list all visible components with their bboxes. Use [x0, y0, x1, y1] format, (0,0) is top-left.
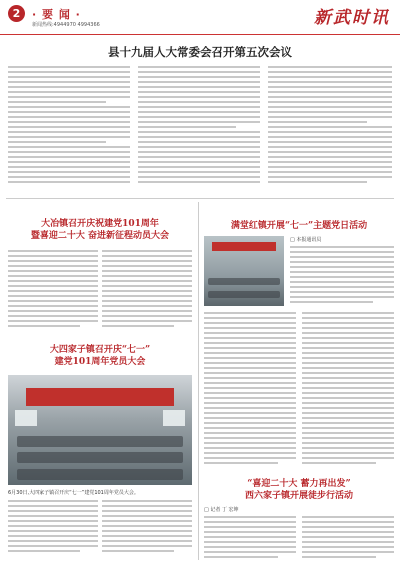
title-line: 西六家子镇开展徒步行活动 [244, 491, 353, 501]
photo-audience-row [17, 469, 183, 480]
photo-audience-row [208, 291, 280, 298]
left-mid-col1 [8, 250, 98, 332]
title-line: 暨喜迎二十大 奋进新征程动员大会 [30, 231, 170, 241]
top-article-col3 [268, 66, 392, 196]
divider [6, 198, 394, 199]
right-mid-col-side [290, 246, 394, 308]
left-mid-article-title [10, 218, 190, 242]
photo-audience-row [17, 452, 183, 463]
photo-window [15, 410, 37, 425]
photo-banner [212, 242, 276, 252]
column-divider [198, 202, 199, 560]
meeting-photo-right [204, 236, 284, 306]
left-low-article-title [10, 344, 190, 368]
title-line: 大冶镇召开庆祝建党101周年 [41, 219, 159, 229]
right-low-col1 [204, 516, 296, 562]
masthead-logo: 新武时讯 [314, 8, 390, 28]
photo-window [163, 410, 185, 425]
left-low-col1 [8, 500, 98, 560]
photo-audience-row [208, 278, 280, 285]
left-mid-col2 [102, 250, 192, 332]
right-mid-col2 [302, 312, 394, 472]
page-header [0, 0, 400, 35]
title-line: 建党101周年党员大会 [54, 357, 146, 367]
top-article-col1 [8, 66, 130, 196]
right-mid-article-title: 满堂红镇开展“七一”主题党日活动 [230, 221, 368, 231]
issue-info: 新闻热线:4944970 4994366 [32, 22, 100, 28]
title-line: “喜迎二十大 蓄力再出发” [247, 479, 351, 489]
title-line: 大四家子镇召开庆“七一” [49, 345, 151, 355]
right-mid-col1 [204, 312, 296, 472]
right-low-article-title [204, 478, 394, 502]
right-low-col2 [302, 516, 394, 562]
byline: □ 记者 丁 宏坤 [204, 507, 239, 513]
section-title: · 要 闻 · [32, 8, 81, 21]
photo-caption: 6月30日,大四家子镇召开庆“七一”建党101周年党员大会。 [8, 490, 139, 496]
meeting-photo-left [8, 375, 192, 485]
photo-banner [26, 388, 173, 406]
page-number: 2 [8, 5, 25, 22]
top-article-title: 县十九届人大常委会召开第五次会议 [108, 45, 292, 59]
byline: □ 本报通讯员 [290, 237, 322, 243]
left-low-col2 [102, 500, 192, 560]
top-article-col2 [138, 66, 260, 196]
photo-audience-row [17, 436, 183, 447]
